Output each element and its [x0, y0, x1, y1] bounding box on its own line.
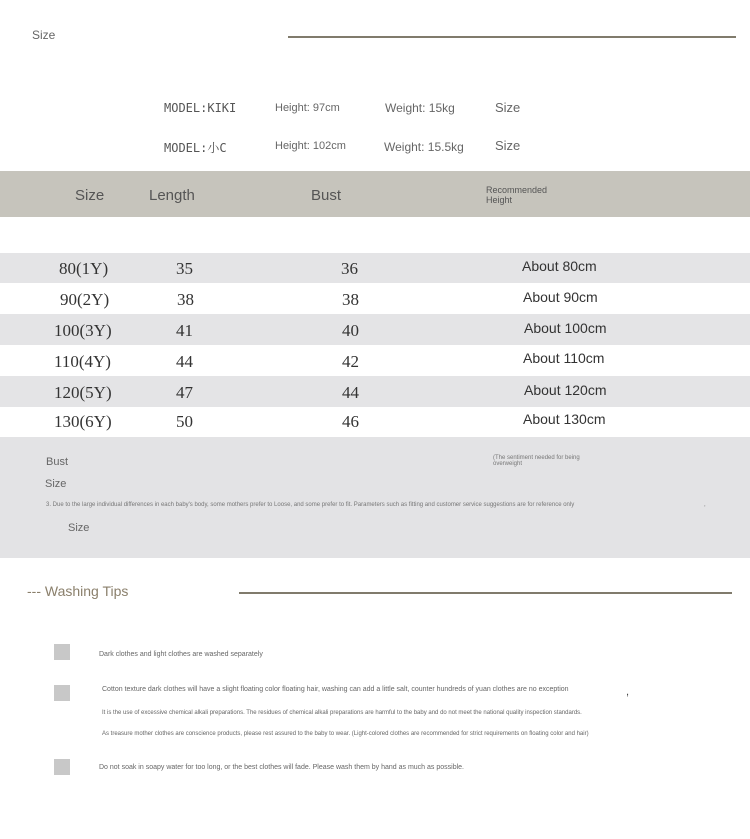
- col-header-height: Height: [486, 195, 513, 205]
- model-weight: Weight: 15kg: [385, 101, 455, 115]
- table-row: [0, 345, 750, 376]
- tip-text: Dark clothes and light clothes are washed separately: [99, 651, 263, 658]
- cell-size: 110(4Y): [54, 352, 111, 371]
- tip-comma: ,: [626, 686, 630, 698]
- note-size: Size: [45, 478, 67, 490]
- model-height: Height: 102cm: [275, 140, 346, 152]
- note-size-2: Size: [68, 522, 90, 534]
- cell-size: 90(2Y): [60, 290, 110, 309]
- tip-text: It is the use of excessive chemical alkali preparations. The residues of chemical alkali preparations are harmful to the baby and do not meet the national quality inspection standards.: [102, 710, 582, 716]
- note-comma: ,: [704, 502, 706, 508]
- title-divider: [288, 36, 736, 38]
- cell-length: 41: [176, 321, 193, 340]
- cell-height: About 80cm: [522, 258, 597, 274]
- col-header-length: Length: [149, 187, 195, 204]
- cell-height: About 90cm: [523, 289, 598, 305]
- cell-length: 35: [176, 259, 193, 278]
- washing-title: --- Washing Tips: [27, 583, 129, 599]
- model-weight: Weight: 15.5kg: [384, 140, 464, 154]
- tip-text: Do not soak in soapy water for too long, or the best clothes will fade. Please wash them by hand as much as possible.: [99, 764, 464, 771]
- cell-length: 47: [176, 383, 193, 402]
- cell-bust: 40: [342, 321, 359, 340]
- col-header-size: Size: [75, 187, 105, 204]
- cell-size: 100(3Y): [54, 321, 112, 340]
- table-row: [0, 253, 750, 283]
- cell-length: 44: [176, 352, 193, 371]
- cell-height: About 130cm: [523, 411, 606, 427]
- col-header-recommended: Recommended: [486, 185, 548, 195]
- model-height: Height: 97cm: [275, 102, 340, 114]
- note-disclaimer: 3. Due to the large individual differences in each baby's body, some mothers prefer to Loose, and some prefer to fit. Parameters such as fitting and customer service suggestions are for reference only: [46, 502, 575, 508]
- cell-bust: 46: [342, 412, 359, 431]
- cell-size: 130(6Y): [54, 412, 112, 431]
- tip-text: Cotton texture dark clothes will have a slight floating color floating hair, washing can add a little salt, counter hundreds of yuan clothes are no exception: [102, 686, 569, 693]
- cell-bust: 44: [342, 383, 359, 402]
- model-size: Size: [495, 138, 521, 153]
- cell-height: About 110cm: [523, 350, 605, 366]
- washing-divider: [239, 592, 732, 594]
- cell-height: About 120cm: [524, 382, 607, 398]
- table-row: [0, 407, 750, 437]
- col-header-bust: Bust: [311, 187, 342, 204]
- cell-size: 80(1Y): [59, 259, 109, 278]
- tip-bullet-icon: [54, 644, 70, 660]
- tip-bullet-icon: [54, 685, 70, 701]
- model-name: MODEL:小C: [164, 141, 227, 155]
- note-sentiment-2: overweight: [493, 461, 523, 467]
- table-row: [0, 314, 750, 345]
- tip-bullet-icon: [54, 759, 70, 775]
- cell-length: 50: [176, 412, 193, 431]
- page-title: Size: [32, 28, 56, 42]
- note-bust: Bust: [46, 456, 69, 468]
- size-notes: [0, 437, 750, 558]
- model-name: MODEL:KIKI: [164, 101, 237, 115]
- note-sentiment: (The sentiment needed for being: [493, 455, 580, 461]
- model-size: Size: [495, 100, 521, 115]
- cell-bust: 42: [342, 352, 359, 371]
- size-table-header: [0, 171, 750, 217]
- tip-text: As treasure mother clothes are conscience products, please rest assured to the baby to wear. (Light-colored clothes are recommended for strict requirements on floating color and hair): [102, 731, 589, 737]
- cell-bust: 38: [342, 290, 359, 309]
- table-row: [0, 283, 750, 314]
- cell-size: 120(5Y): [54, 383, 112, 402]
- table-row: [0, 376, 750, 407]
- cell-bust: 36: [341, 259, 358, 278]
- cell-length: 38: [177, 290, 194, 309]
- cell-height: About 100cm: [524, 320, 607, 336]
